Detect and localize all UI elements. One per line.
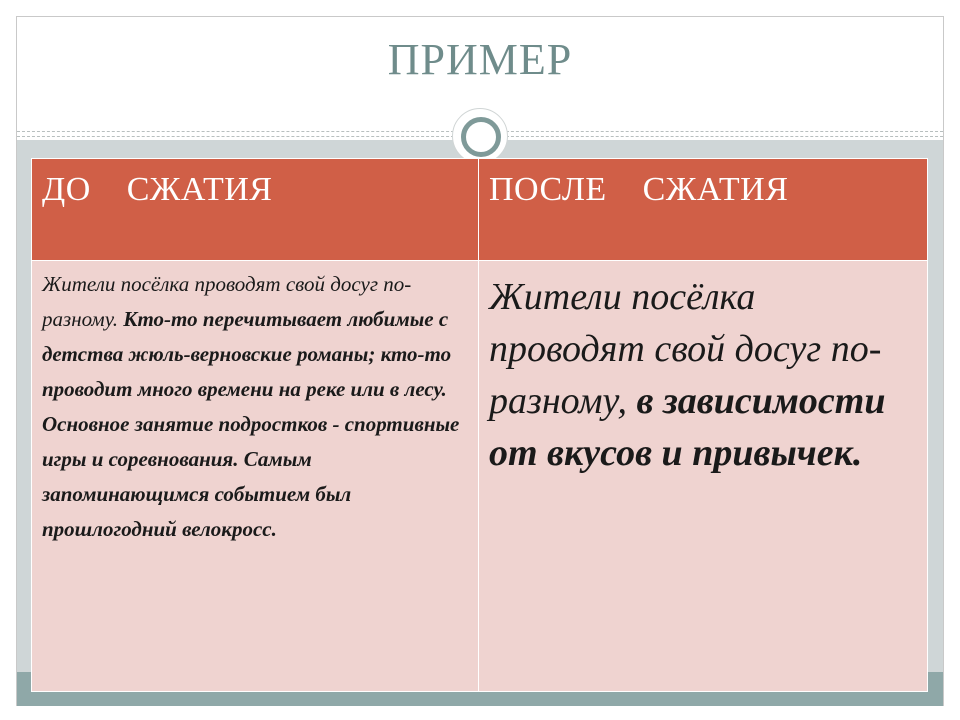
slide-title: ПРИМЕР [387,35,573,84]
after-text [479,261,927,479]
header-after: ПОСЛЕ СЖАТИЯ [479,159,928,261]
before-text [32,261,478,547]
before-text-bold: Кто-то перечитывает любимые с детства жюль-верновские романы; кто-то проводит много времени на реке или в лесу. Основное занятие подростков - спортивные игры и соревнования. Самым запоминающимся событием был прошлогодний велокросс. [42,307,460,541]
before-text-normal: Жители посёлка проводят свой досуг по-разному. [42,272,412,331]
circle-ornament-icon [452,108,508,164]
after-text-normal: Жители посёлка проводят свой досуг по-разному, [489,276,882,422]
header-before: ДО СЖАТИЯ [32,159,479,261]
table-header-row [32,159,928,261]
cell-before [32,261,479,692]
cell-after [479,261,928,692]
comparison-table [31,158,928,692]
table-body-row [32,261,928,692]
after-text-bold: в зависимости от вкусов и привычек. [489,380,886,474]
